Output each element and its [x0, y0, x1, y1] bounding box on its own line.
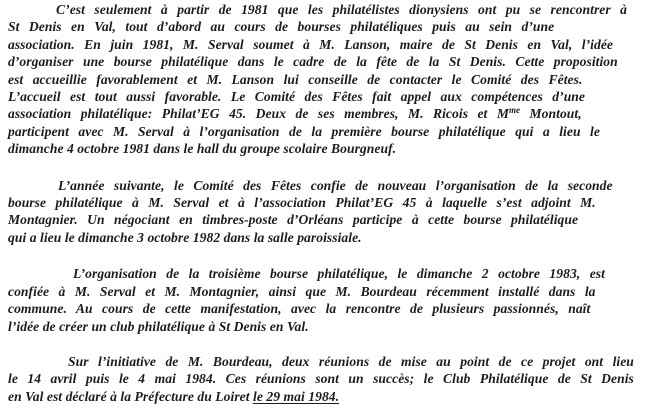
paragraph-3: [8, 265, 646, 335]
text-line: l’idée de créer un club philatélique à St Denis en Val.: [8, 318, 309, 334]
text-line: confiée à M. Serval et M. Montagnier, ainsi que M. Bourdeau récemment installé dans la: [8, 283, 596, 299]
text-line: est accueillie favorablement et M. Lanson lui conseille de contacter le Comité des Fêtes.: [8, 71, 583, 87]
text-line: le 14 avril puis le 4 mai 1984. Ces réunions sont un succès; le Club Philatélique de St Denis: [8, 371, 634, 387]
text-segment: en Val est déclaré à la Préfecture du Loiret: [8, 388, 254, 404]
text-line: Sur l’initiative de M. Bourdeau, deux réunions de mise au point de ce projet ont lieu: [68, 353, 634, 369]
text-line: dimanche 4 octobre 1981 dans le hall du groupe scolaire Bourgneuf.: [8, 141, 397, 157]
paragraph-2: [8, 177, 646, 247]
text-line: L’année suivante, le Comité des Fêtes confie de nouveau l’organisation de la seconde: [58, 177, 613, 193]
superscript: me: [508, 105, 521, 116]
text-line: commune. Au cours de cette manifestation, avec la rencontre de plusieurs passionnés, naît: [8, 301, 591, 317]
text-line: association. En juin 1981, M. Serval soumet à M. Lanson, maire de St Denis en Val, l’idée: [8, 36, 613, 52]
text-line: participent avec M. Serval à l’organisation de la première bourse philatélique qui a lieu le: [8, 123, 600, 139]
paragraph-4: [8, 353, 646, 405]
text-line: d’organiser une bourse philatélique dans le cadre de la fête de la St Denis. Cette proposition: [8, 54, 618, 70]
text-line: C’est seulement à partir de 1981 que les philatélistes dionysiens ont pu se rencontrer à: [56, 2, 627, 17]
text-line: St Denis en Val, tout d’abord au cours de bourses philatéliques puis au sein d’une: [8, 19, 555, 35]
text-line: bourse philatélique à M. Serval et à l’association Philat’EG 45 à laquelle s’est adjoint M.: [8, 195, 596, 211]
text-line: [8, 388, 646, 405]
text-line: Montagnier. Un négociant en timbres-poste d’Orléans participe à cette bourse philatélique: [8, 212, 579, 228]
paragraph-1: [8, 1, 646, 158]
text-line: L’accueil est tout aussi favorable. Le Comité des Fêtes fait appel aux compétences d’une: [8, 89, 585, 105]
text-line: L’organisation de la troisième bourse philatélique, le dimanche 2 octobre 1983, est: [73, 266, 605, 282]
text-segment: association philatélique: Philat’EG 45. Deux de ses membres, M. Ricois et M: [8, 106, 509, 122]
text-line: qui a lieu le dimanche 3 octobre 1982 dans la salle paroissiale.: [8, 229, 362, 245]
text-line: [8, 105, 646, 122]
text-segment: Montout,: [520, 106, 582, 122]
underlined-date: le 29 mai 1984.: [253, 388, 340, 404]
